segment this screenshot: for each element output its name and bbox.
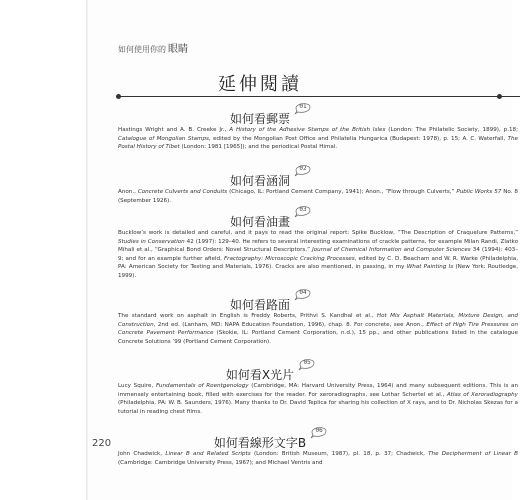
number-bubble-icon — [294, 204, 312, 218]
entry-heading-xray — [0, 359, 520, 383]
entry-number: 06 — [315, 427, 323, 434]
entry-text-culverts: Anon., Concrete Culverts and Conduits (Chicago, IL: Portland Cement Company, 1941); Anon., “Flow through Culverts,” Public Works 57 No. 8 (September 1926). — [118, 189, 518, 204]
entry-number: 03 — [299, 206, 307, 213]
entry-heading-paintings — [0, 206, 520, 230]
entry-number: 05 — [303, 359, 311, 366]
running-header — [118, 40, 188, 55]
entry-text-pavement: The standard work on asphalt in English is Freddy Roberts, Prithvi S. Kandhal et al., Hot Mix Asphalt Materials, Mixture Design, and Construction, 2nd ed. (Lanham, MD: NAPA Education Foundation, 1996), chap. 8. For concrete, see Anon., Effect of High Tire Pressures on Concrete Pavement Performance (Skokie, IL: Portland Cement Corporation, n.d.), 15 pp., and other publications listed in the catalogue Concrete Solutions ’99 (Portland Cement Corporation). — [118, 313, 518, 345]
entry-number: 01 — [299, 103, 307, 110]
entry-title: 如何看涵洞 — [229, 174, 290, 188]
entry-number: 02 — [299, 165, 307, 172]
entry-text-paintings: Bucklow’s work is detailed and careful, and it pays to read the original report: Spike Bucklow, “The Description of Craquelure Patterns,” Studies in Conservation 42 (1997): 129–40. He refers to several interesting examinations of crackle patterns, for example Milan Randi, Zlatko Mihali et al., “Graphical Bond Orders: Novel Structural Descriptors,” Journal of Chemical Information and Computer Sciences 34 (1994): 403–9; and for an example further afield, Fractography: Microscopic Cracking Processes, edited by C. D. Beacham and W. R. Warke (Philadelphia, PA: American Society for Testing and Materials, 1976). Cracks are also mentioned, in passing, in my What Painting Is (New York: Routledge, 1999). — [118, 230, 518, 279]
entry-title: 如何看路面 — [229, 298, 290, 312]
entry-title: 如何看線形文字B — [213, 436, 307, 450]
entry-title: 如何看X光片 — [225, 368, 295, 382]
entry-title: 如何看郵票 — [229, 112, 290, 126]
section-title: 延伸閱讀 — [218, 74, 302, 95]
number-bubble-icon — [310, 425, 328, 439]
entry-title: 如何看油畫 — [229, 215, 290, 229]
entry-text-stamps: Hastings Wright and A. B. Creeke Jr., A History of the Adhesive Stamps of the British Isles (London: The Philatelic Society, 1899), p.18; Catalogue of Mongolian Stamps, edited by the Mongolian Post Office and Philatelia Hungarica (Budapest: 1978), p. 15; A. C. Waterfall, The Postal History of Tibet (London: 1981 [1965]); and the periodical Postal Himal. — [118, 127, 518, 151]
entry-text-linear-b: John Chadwick, Linear B and Related Scripts (London: British Museum, 1987), pl. 18, p. 37; Chadwick, The Decipherment of Linear B (Cambridge: Cambridge University Press, 1967); and Michael Ventris and — [118, 451, 518, 466]
entry-number: 04 — [299, 289, 307, 296]
entry-text-xray: Lucy Squire, Fundamentals of Roentgenology (Cambridge, MA: Harvard University Press, 1964) and many subsequent editions. This is an immensely entertaining book, filled with exercises for the reader. For xeroradiographs, see Lothar Schertel et al., Atlas of Xeroradiography (Philadelphia, PA: W. B. Saunders, 1976). Many thanks to Dr. David Teplica for sharing his collection of X rays, and to Dr. Nicholas Skezas for a tutorial in reading chest films. — [118, 383, 518, 415]
entry-heading-pavement — [0, 289, 520, 313]
number-bubble-icon — [298, 357, 316, 371]
entry-heading-culverts — [0, 165, 520, 189]
entry-heading-linear-b — [0, 427, 520, 451]
number-bubble-icon — [294, 101, 312, 115]
rule-dot-left — [116, 94, 121, 99]
number-bubble-icon — [294, 163, 312, 177]
title-rule — [118, 96, 520, 97]
number-bubble-icon — [294, 287, 312, 301]
rule-dot-right — [497, 94, 502, 99]
running-header-prefix: 如何使用你的 — [118, 45, 166, 54]
entry-heading-stamps — [0, 103, 520, 127]
page-number: 220 — [92, 438, 112, 449]
running-header-book: 眼睛 — [168, 44, 188, 55]
